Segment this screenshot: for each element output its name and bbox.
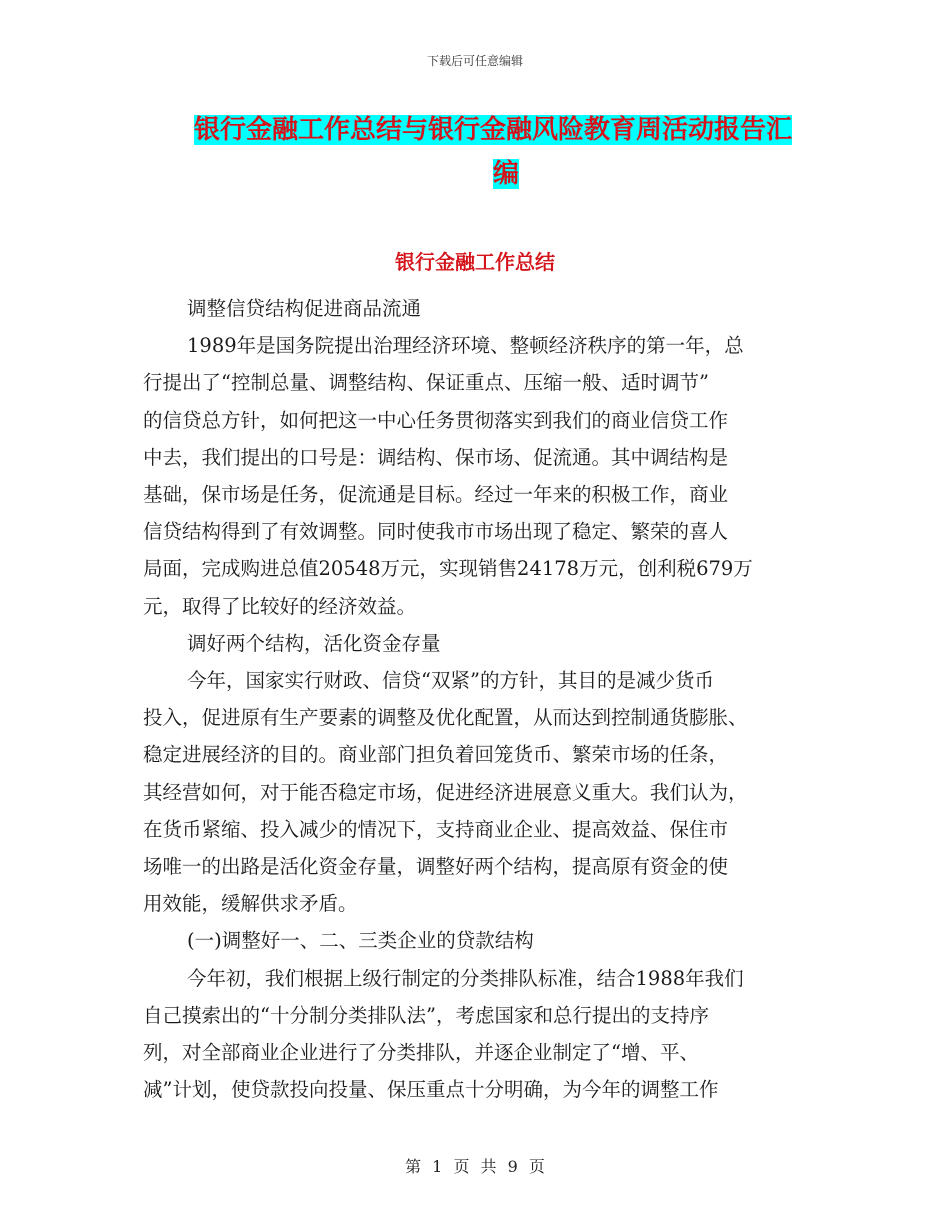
paragraph-line: 元，取得了比较好的经济效益。 [143, 594, 417, 618]
section-title: 银行金融工作总结 [395, 250, 555, 274]
paragraph-line: 稳定进展经济的目的。商业部门担负着回笼货币、繁荣市场的任条， [143, 743, 729, 767]
subheading: (一)调整好一、二、三类企业的贷款结构 [187, 929, 534, 953]
paragraph-line: 减”计划，使贷款投向投量、保压重点十分明确，为今年的调整工作 [143, 1078, 719, 1102]
paragraph-line: 自己摸索出的“十分制分类排队法”，考虑国家和总行提出的支持序 [143, 1003, 709, 1027]
paragraph-line: 1989年是国务院提出治理经济环境、整顿经济秩序的第一年，总 [187, 334, 744, 358]
paragraph-line: 行提出了“控制总量、调整结构、保证重点、压缩一般、适时调节” [143, 371, 709, 395]
paragraph-line: 在货币紧缩、投入减少的情况下，支持商业企业、提高效益、保住市 [143, 817, 729, 841]
paragraph-line: 场唯一的出路是活化资金存量，调整好两个结构，提高原有资金的使 [143, 855, 729, 879]
body-text [143, 290, 813, 1108]
paragraph-line: 今年初，我们根据上级行制定的分类排队标准，结合1988年我们 [187, 966, 744, 990]
document-title [190, 108, 810, 196]
paragraph-line: 信贷结构得到了有效调整。同时使我市市场出现了稳定、繁荣的喜人 [143, 520, 729, 544]
document-title-line-1: 银行金融工作总结与银行金融风险教育周活动报告汇 [194, 115, 793, 145]
document-title-line-2: 编 [492, 159, 519, 189]
page-footer: 第 1 页 共 9 页 [405, 1157, 545, 1176]
subheading: 调整信贷结构促进商品流通 [187, 297, 422, 320]
paragraph-line: 今年，国家实行财政、信贷“双紧”的方针，其目的是减少货币 [187, 669, 714, 693]
paragraph-line: 局面，完成购进总值20548万元，实现销售24178万元，创利税679万 [143, 557, 753, 581]
paragraph-line: 其经营如何，对于能否稳定市场，促进经济进展意义重大。我们认为， [143, 780, 748, 804]
paragraph-line: 基础，保市场是任务，促流通是目标。经过一年来的积极工作，商业 [143, 483, 729, 507]
paragraph-line: 投入，促进原有生产要素的调整及优化配置，从而达到控制通货膨胀、 [143, 706, 748, 730]
paragraph-line: 中去，我们提出的口号是：调结构、保市场、促流通。其中调结构是 [143, 445, 729, 469]
paragraph-line: 列，对全部商业企业进行了分类排队，并逐企业制定了“增、平、 [143, 1041, 699, 1065]
header-note: 下载后可任意编辑 [426, 54, 523, 68]
paragraph-line: 的信贷总方针，如何把这一中心任务贯彻落实到我们的商业信贷工作 [143, 408, 729, 432]
subheading: 调好两个结构，活化资金存量 [187, 631, 441, 655]
paragraph-line: 用效能，缓解供求矛盾。 [143, 892, 358, 916]
